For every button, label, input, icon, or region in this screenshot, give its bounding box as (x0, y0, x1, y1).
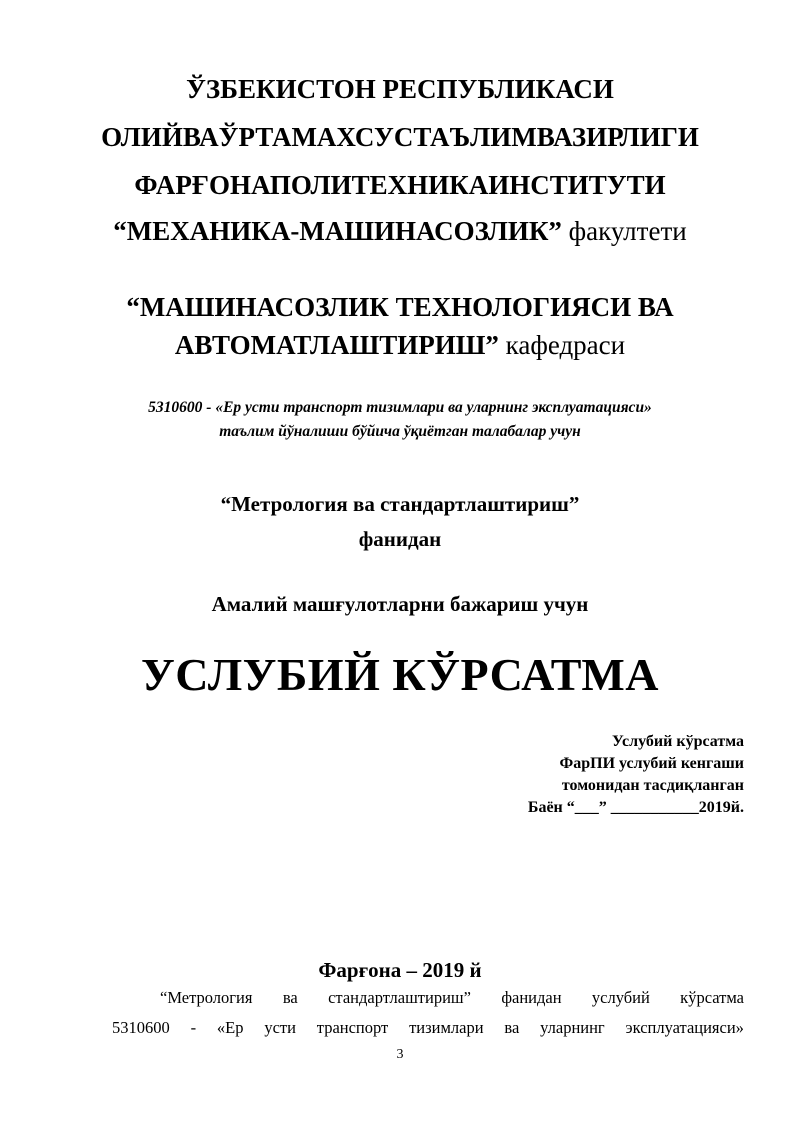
footer-word: транспорт (316, 1018, 389, 1037)
faculty-name: “МЕХАНИКА-МАШИНАСОЗЛИК” (113, 216, 562, 246)
page-number: 3 (396, 1047, 404, 1062)
approval-line-3: томонидан тасдиқланган (561, 777, 744, 794)
purpose-line: Амалий машғулотларни бажариш учун (211, 592, 589, 616)
footer-word: ва (504, 1018, 520, 1037)
footer-word: стандартлаштириш” (328, 988, 471, 1007)
footer-word: тизимлари (409, 1018, 484, 1037)
footer-word: - (190, 1018, 197, 1037)
footer-word: эксплуатацияси» (625, 1018, 744, 1037)
approval-line-1: Услубий кўрсатма (612, 733, 744, 750)
faculty-word: факултети (561, 216, 687, 246)
footer-word: уларнинг (540, 1018, 605, 1037)
header-ministry: ОЛИЙВАЎРТАМАХСУСТАЪЛИМВАЗИРЛИГИ (101, 122, 699, 152)
footer-word: ва (282, 988, 298, 1007)
department-name: АВТОМАТЛАШТИРИШ” (174, 330, 499, 360)
specialty-line-2: таълим йўналиши бўйича ўқиётган талабалар учун (219, 423, 581, 440)
main-title: УСЛУБИЙ КЎРСАТМА (141, 649, 659, 700)
department-word: кафедраси (498, 330, 626, 360)
footer-word: кўрсатма (680, 988, 744, 1007)
specialty-line-1: 5310600 - «Ер усти транспорт тизимлари ва уларнинг эксплуатацияси» (148, 399, 652, 416)
footer-word: «Ер (216, 1018, 244, 1037)
header-institute: ФАРҒОНАПОЛИТЕХНИКАИНСТИТУТИ (134, 170, 666, 200)
subject-line-1: “Метрология ва стандартлаштириш” (220, 492, 580, 516)
header-faculty (0, 216, 800, 247)
approval-line-2: ФарПИ услубий кенгаши (559, 755, 744, 772)
subject-line-2: фанидан (358, 527, 442, 551)
department-line-1: “МАШИНАСОЗЛИК ТЕХНОЛОГИЯСИ ВА (126, 292, 674, 322)
footer-word: фанидан (501, 988, 562, 1007)
approval-line-4: Баён “___” ___________2019й. (527, 799, 744, 816)
footer-word: услубий (591, 988, 650, 1007)
footer-line-2 (112, 1018, 744, 1038)
footer-word: усти (264, 1018, 296, 1037)
footer-word: 5310600 (112, 1018, 170, 1037)
footer-word: “Метрология (160, 988, 253, 1007)
footer-line-1 (160, 988, 744, 1008)
header-country: ЎЗБЕКИСТОН РЕСПУБЛИКАСИ (186, 74, 614, 104)
department-line-2 (0, 330, 800, 361)
city-year: Фарғона – 2019 й (318, 958, 482, 982)
